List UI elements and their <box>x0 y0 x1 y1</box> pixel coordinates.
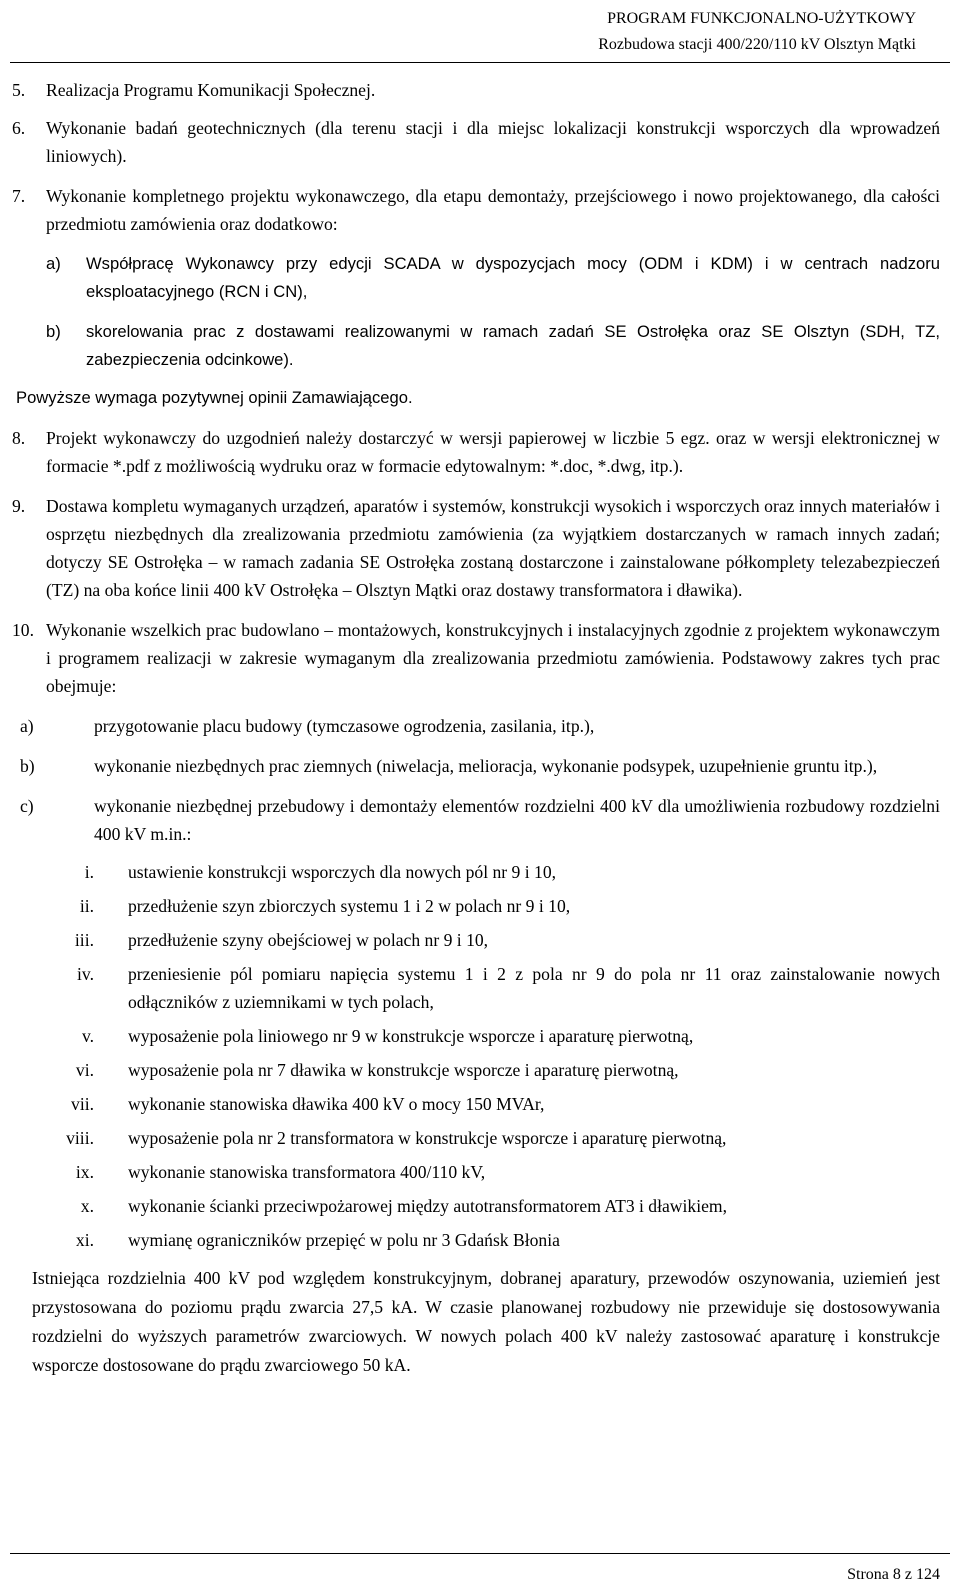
item-7 <box>12 182 940 238</box>
item-7-sub-a <box>12 250 940 306</box>
item-7-sub-b <box>12 318 940 374</box>
roman-text: wymianę ograniczników przepięć w polu nr 3 Gdańsk Błonia <box>128 1230 560 1250</box>
sub-text: skorelowania prac z dostawami realizowanymi w ramach zadań SE Ostrołęka oraz SE Olsztyn (SDH, TZ, zabezpieczenia odcinkowe). <box>86 322 940 369</box>
item-9 <box>12 492 940 604</box>
roman-item <box>12 1158 940 1186</box>
roman-text: przeniesienie pól pomiaru napięcia systemu 1 i 2 z pola nr 9 do pola nr 11 oraz zainstalowanie nowych odłączników z uziemnikami w tych polach, <box>128 964 940 1012</box>
sub-marker: b) <box>46 322 61 341</box>
item-number: 9. <box>12 496 26 516</box>
item-5 <box>12 76 940 104</box>
item-number: 8. <box>12 428 26 448</box>
roman-marker: v. <box>81 1026 94 1046</box>
roman-item <box>12 1124 940 1152</box>
item-number: 10. <box>12 620 34 640</box>
list-text: przygotowanie placu budowy (tymczasowe ogrodzenia, zasilania, itp.), <box>94 716 595 736</box>
roman-marker: i. <box>84 862 94 882</box>
roman-marker: ix. <box>75 1162 94 1182</box>
item-6 <box>12 114 940 170</box>
roman-item <box>12 1090 940 1118</box>
item-text: Projekt wykonawczy do uzgodnień należy dostarczyć w wersji papierowej w liczbie 5 egz. oraz w wersji elektronicznej w formacie *.pdf z możliwością wydruku oraz w formacie edytowalnym: *.doc, *.dwg, itp.). <box>46 428 940 476</box>
roman-text: przedłużenie szyny obejściowej w polach nr 9 i 10, <box>128 930 489 950</box>
roman-item <box>12 926 940 954</box>
item-number: 5. <box>12 80 26 100</box>
list-marker: c) <box>20 796 34 816</box>
document-body <box>12 76 940 1380</box>
roman-text: wyposażenie pola nr 7 dławika w konstrukcje wsporcze i aparaturę pierwotną, <box>128 1060 679 1080</box>
item-text: Realizacja Programu Komunikacji Społecznej. <box>46 80 376 100</box>
footer-rule <box>10 1553 950 1554</box>
roman-marker: xi. <box>75 1230 94 1250</box>
roman-text: przedłużenie szyn zbiorczych systemu 1 i 2 w polach nr 9 i 10, <box>128 896 571 916</box>
list-marker: b) <box>20 756 35 776</box>
roman-item <box>12 1056 940 1084</box>
sub-marker: a) <box>46 254 61 273</box>
roman-marker: ii. <box>79 896 94 916</box>
item-10 <box>12 616 940 700</box>
header-rule <box>10 62 950 63</box>
item-text: Wykonanie kompletnego projektu wykonawczego, dla etapu demontaży, przejściowego i nowo projektowanego, dla całości przedmiotu zamówienia oraz dodatkowo: <box>46 186 940 234</box>
list-text: wykonanie niezbędnej przebudowy i demontaży elementów rozdzielni 400 kV dla umożliwienia rozbudowy rozdzielni 400 kV m.in.: <box>94 796 940 844</box>
roman-text: wyposażenie pola nr 2 transformatora w konstrukcje wsporcze i aparaturę pierwotną, <box>128 1128 727 1148</box>
roman-marker: x. <box>80 1196 94 1216</box>
item-text: Wykonanie wszelkich prac budowlano – montażowych, konstrukcyjnych i instalacyjnych zgodnie z projektem wykonawczym i programem realizacji w zakresie wymaganym dla zrealizowania przedmiotu zamówienia. Podstawowy zakres tych prac obejmuje: <box>46 620 940 696</box>
roman-text: wyposażenie pola liniowego nr 9 w konstrukcje wsporcze i aparaturę pierwotną, <box>128 1026 694 1046</box>
works-item-b <box>12 752 940 780</box>
roman-marker: iii. <box>74 930 94 950</box>
works-item-a <box>12 712 940 740</box>
works-item-c <box>12 792 940 848</box>
roman-item <box>12 892 940 920</box>
roman-text: wykonanie stanowiska dławika 400 kV o mocy 150 MVAr, <box>128 1094 545 1114</box>
item-text: Dostawa kompletu wymaganych urządzeń, aparatów i systemów, konstrukcji wysokich i wsporczych oraz innych materiałów i osprzętu niezbędnych dla zrealizowania przedmiotu zamówienia (za wyjątkiem dostarczanych w ramach innych zadań; dotyczy SE Ostrołęka – w ramach zadania SE Ostrołęka zostaną dostarczone i zainstalowane półkomplety telezabezpieczeń (TZ) na oba końce linii 400 kV Ostrołęka – Olsztyn Mątki oraz dostawy transformatora i dławika). <box>46 496 940 600</box>
roman-item <box>12 1022 940 1050</box>
header-subtitle: Rozbudowa stacji 400/220/110 kV Olsztyn Mątki <box>598 36 916 53</box>
sub-text: Współpracę Wykonawcy przy edycji SCADA w dyspozycjach mocy (ODM i KDM) i w centrach nadzoru eksploatacyjnego (RCN i CN), <box>86 254 940 301</box>
closing-paragraph: Istniejąca rozdzielnia 400 kV pod względem konstrukcyjnym, dobranej aparatury, przewodów oszynowania, uziemień jest przystosowana do poziomu prądu zwarcia 27,5 kA. W czasie planowanej rozbudowy nie przewiduje się dostosowywania rozdzielni do wyższych parametrów zwarciowych. W nowych polach 400 kV należy zastosować aparaturę i konstrukcje wsporcze dostosowane do prądu zwarciowego 50 kA. <box>32 1268 940 1375</box>
page-number: Strona 8 z 124 <box>847 1566 940 1583</box>
item-number: 6. <box>12 118 26 138</box>
header-title: PROGRAM FUNKCJONALNO-UŻYTKOWY <box>607 10 916 27</box>
roman-marker: viii. <box>66 1128 94 1148</box>
list-marker: a) <box>20 716 34 736</box>
roman-marker: iv. <box>77 964 94 984</box>
item-number: 7. <box>12 186 26 206</box>
roman-text: ustawienie konstrukcji wsporczych dla nowych pól nr 9 i 10, <box>128 862 557 882</box>
item-8 <box>12 424 940 480</box>
roman-item <box>12 1226 940 1254</box>
roman-item <box>12 960 940 1016</box>
list-text: wykonanie niezbędnych prac ziemnych (niwelacja, melioracja, wykonanie podsypek, uzupełnienie gruntu itp.), <box>94 756 878 776</box>
roman-marker: vii. <box>71 1094 94 1114</box>
roman-text: wykonanie ścianki przeciwpożarowej między autotransformatorem AT3 i dławikiem, <box>128 1196 727 1216</box>
roman-item <box>12 858 940 886</box>
roman-marker: vi. <box>75 1060 94 1080</box>
roman-item <box>12 1192 940 1220</box>
roman-text: wykonanie stanowiska transformatora 400/110 kV, <box>128 1162 486 1182</box>
item-text: Wykonanie badań geotechnicznych (dla terenu stacji i dla miejsc lokalizacji konstrukcji wsporczych dla wprowadzeń liniowych). <box>46 118 940 166</box>
page-header <box>598 6 916 58</box>
note-paragraph: Powyższe wymaga pozytywnej opinii Zamawiającego. <box>16 388 413 407</box>
